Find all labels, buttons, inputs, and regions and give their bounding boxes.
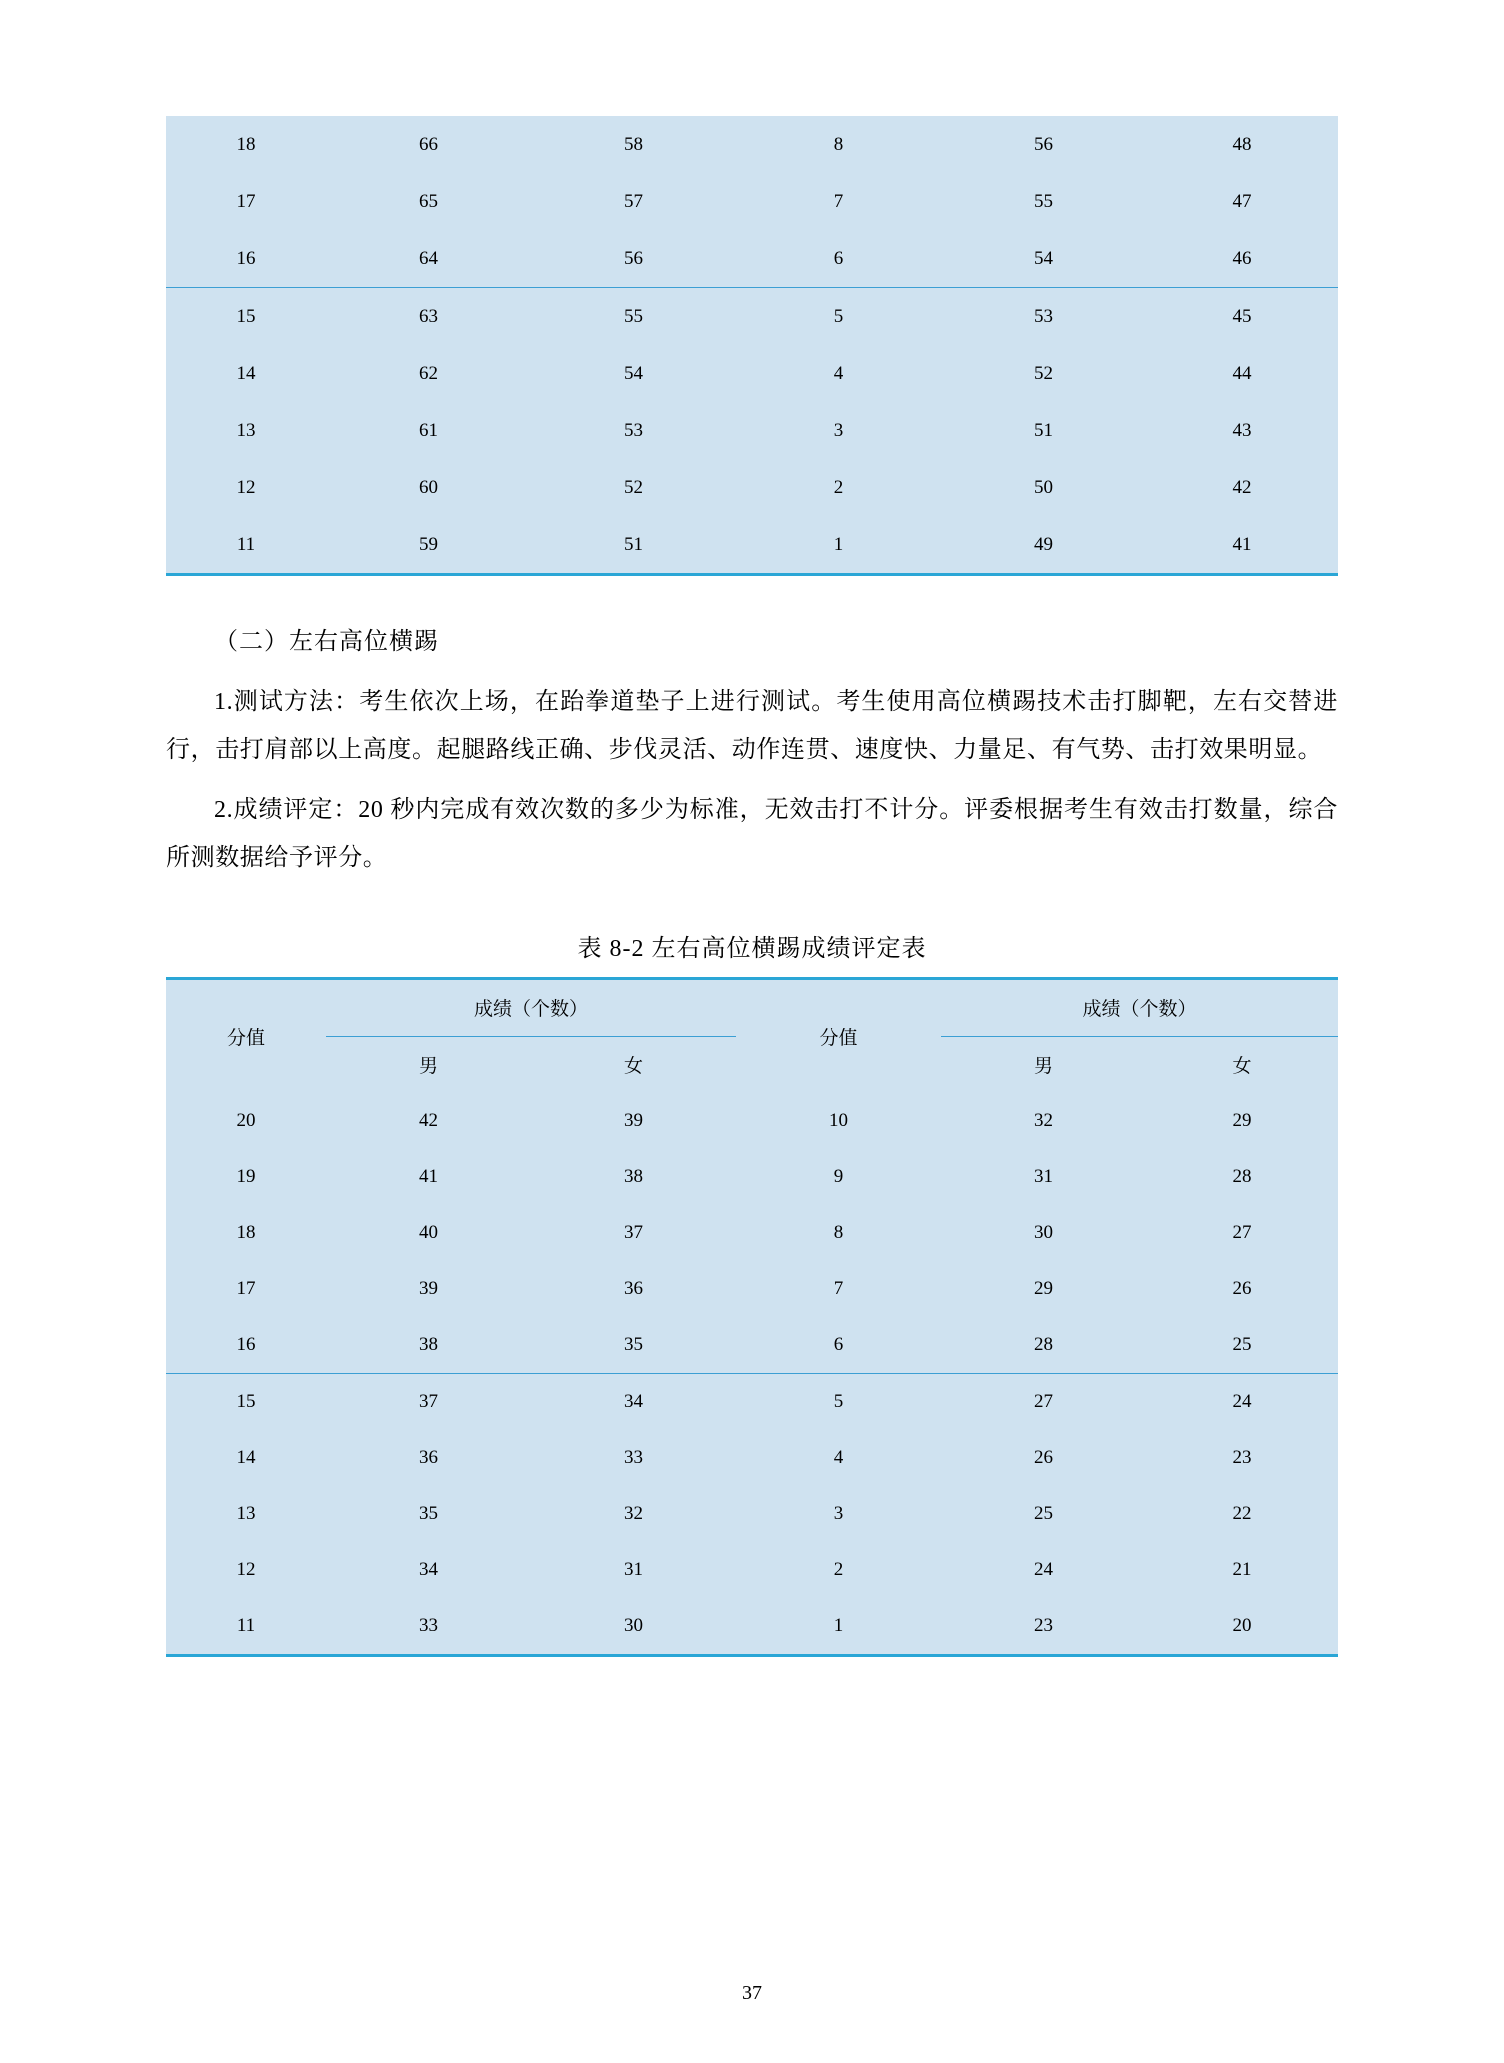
table-cell: 59 [326,516,531,575]
table-cell: 2 [833,1558,844,1580]
table-row [166,1149,1338,1205]
table-cell: 24 [1146,1373,1338,1430]
table-cell: 30 [531,1598,736,1656]
table-cell: 26 [1034,1446,1054,1468]
table-cell: 10 [829,1109,849,1131]
table-cell: 32 [624,1502,643,1524]
table-cell: 55 [531,288,736,346]
table-row [166,1373,1338,1430]
continued-score-table-wrapper [166,0,1338,576]
header-female-right: 女 [1232,1056,1252,1078]
table-row [166,1486,1338,1542]
table-cell: 26 [1232,1277,1252,1299]
table-cell: 27 [941,1373,1146,1430]
table-cell: 20 [1146,1598,1338,1656]
table-cell: 36 [624,1277,643,1299]
table-cell: 29 [1232,1109,1252,1131]
page-number: 37 [742,1982,762,2004]
table-header-row-group [166,978,1338,1036]
table-cell: 53 [941,288,1146,346]
header-male-right: 男 [1034,1056,1054,1078]
table-cell: 14 [236,1446,256,1468]
table-row [166,1317,1338,1374]
table-cell: 23 [941,1598,1146,1656]
table-cell: 9 [833,1165,844,1187]
table-cell: 7 [833,190,844,212]
table-cell: 49 [941,516,1146,575]
table-cell: 37 [624,1221,643,1243]
table-cell: 6 [833,247,844,269]
table-cell: 54 [1034,247,1053,269]
header-group-left: 成绩（个数） [326,978,736,1036]
table-cell: 13 [236,1502,256,1524]
table-row [166,116,1338,173]
table-cell: 65 [419,190,438,212]
table-cell: 28 [1034,1333,1054,1355]
table-cell: 1 [736,1598,941,1656]
table-cell: 52 [1034,362,1053,384]
header-male-left: 男 [418,1056,438,1078]
table-cell: 13 [236,419,256,441]
table-cell: 8 [833,133,844,155]
table-cell: 22 [1232,1502,1252,1524]
table-cell: 34 [419,1558,438,1580]
table-cell: 35 [419,1502,438,1524]
scoring-paragraph: 2.成绩评定：20 秒内完成有效次数的多少为标准，无效击打不计分。评委根据考生有效击打数量，综合所测数据给予评分。 [166,796,1338,871]
table-row [166,1205,1338,1261]
table-cell: 41 [1146,516,1338,575]
table-cell: 25 [1034,1502,1054,1524]
table-cell: 40 [419,1221,438,1243]
table-cell: 31 [1034,1165,1054,1187]
table-row [166,173,1338,230]
table-row [166,1598,1338,1656]
table-cell: 46 [1232,247,1252,269]
score-evaluation-table [166,977,1338,1657]
table-cell: 57 [624,190,643,212]
table-cell: 38 [624,1165,643,1187]
table-cell: 29 [1034,1277,1054,1299]
table-cell: 62 [419,362,438,384]
table-cell: 39 [419,1277,438,1299]
table-cell: 63 [326,288,531,346]
table-cell: 2 [833,476,844,498]
table-cell: 21 [1232,1558,1252,1580]
header-score-right: 分值 [736,978,941,1093]
table-cell: 32 [1034,1109,1054,1131]
table-cell: 31 [624,1558,643,1580]
table-cell: 15 [166,1373,326,1430]
table-cell: 56 [1034,133,1053,155]
table-row [166,1430,1338,1486]
table-cell: 42 [419,1109,438,1131]
table-cell: 58 [624,133,643,155]
table-cell: 27 [1232,1221,1252,1243]
header-score-left: 分值 [166,978,326,1093]
table-cell: 42 [1232,476,1252,498]
table-cell: 5 [736,288,941,346]
table-cell: 11 [166,1598,326,1656]
table-header [166,978,1338,1093]
header-group-right: 成绩（个数） [941,978,1338,1036]
table-cell: 52 [624,476,643,498]
table-cell: 15 [166,288,326,346]
table-cell: 36 [419,1446,438,1468]
table-cell: 6 [833,1333,844,1355]
table-cell: 5 [736,1373,941,1430]
table-cell: 48 [1232,133,1252,155]
table-cell: 19 [236,1165,256,1187]
table-row [166,1542,1338,1598]
table-cell: 51 [1034,419,1053,441]
table-row [166,345,1338,402]
table-row [166,1261,1338,1317]
table-cell: 28 [1232,1165,1252,1187]
table-cell: 18 [236,133,256,155]
table-cell: 43 [1232,419,1252,441]
table-cell: 18 [236,1221,256,1243]
table-cell: 11 [166,516,326,575]
table-cell: 66 [419,133,438,155]
table-cell: 33 [326,1598,531,1656]
table-cell: 37 [326,1373,531,1430]
table-cell: 20 [236,1109,256,1131]
header-female-left: 女 [624,1056,644,1078]
table-cell: 51 [531,516,736,575]
table-cell: 61 [419,419,438,441]
table-cell: 39 [624,1109,643,1131]
table-cell: 54 [624,362,643,384]
table-cell: 17 [236,1277,256,1299]
table-row [166,516,1338,575]
table-cell: 35 [624,1333,643,1355]
table-cell: 17 [236,190,256,212]
table-cell: 14 [236,362,256,384]
table-cell: 33 [624,1446,643,1468]
table-cell: 4 [833,1446,844,1468]
table-cell: 16 [236,247,256,269]
table-caption: 表 8-2 左右高位横踢成绩评定表 [577,935,927,962]
table-cell: 24 [1034,1558,1054,1580]
table-cell: 41 [419,1165,438,1187]
test-method-paragraph: 1.测试方法：考生依次上场，在跆拳道垫子上进行测试。考生使用高位横踢技术击打脚靶，左右交替进行，击打肩部以上高度。起腿路线正确、步伐灵活、动作连贯、速度快、力量足、有气势、击打效果明显。 [166,688,1338,763]
table-cell: 50 [1034,476,1053,498]
table-cell: 60 [419,476,438,498]
table-cell: 44 [1232,362,1252,384]
table-row [166,459,1338,516]
table-cell: 12 [236,476,256,498]
table-row [166,402,1338,459]
table-cell: 23 [1232,1446,1252,1468]
table-cell: 64 [419,247,438,269]
section-heading: （二）左右高位横踢 [214,629,439,655]
table-cell: 56 [624,247,643,269]
table-cell: 7 [833,1277,844,1299]
table-cell: 1 [736,516,941,575]
table-cell: 3 [833,419,844,441]
table-row [166,288,1338,346]
table-row [166,1093,1338,1149]
table-cell: 4 [833,362,844,384]
table-cell: 45 [1146,288,1338,346]
continued-score-table [166,116,1338,576]
table-cell: 16 [236,1333,256,1355]
table-cell: 30 [1034,1221,1054,1243]
table-cell: 3 [833,1502,844,1524]
table-cell: 53 [624,419,643,441]
table-cell: 34 [531,1373,736,1430]
table-cell: 38 [419,1333,438,1355]
table-cell: 12 [236,1558,256,1580]
table-cell: 8 [833,1221,844,1243]
table-row [166,230,1338,288]
table-cell: 55 [1034,190,1053,212]
table-cell: 47 [1232,190,1252,212]
table-cell: 25 [1232,1333,1252,1355]
